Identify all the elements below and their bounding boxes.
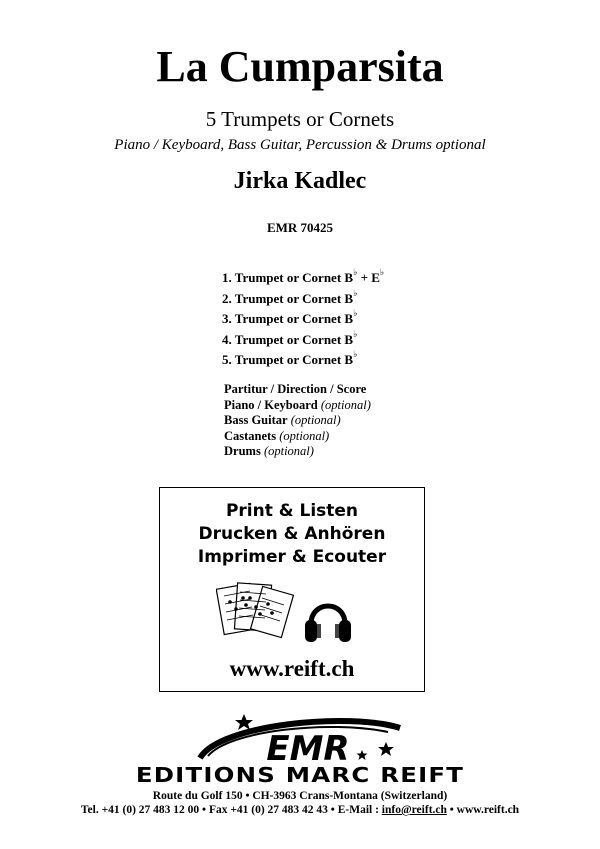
sheet-music-icon <box>216 580 296 642</box>
email-link[interactable]: info@reift.ch <box>381 804 447 816</box>
website-link[interactable]: www.reift.ch <box>229 656 355 681</box>
parts-list <box>222 262 384 365</box>
publisher-address: Route du Golf 150 • CH-3963 Crans-Montana (Switzerland) <box>152 790 448 802</box>
part-item: 3. Trumpet or Cornet B♭ <box>222 308 358 326</box>
promo-line-english: Print & Listen <box>225 501 359 521</box>
publisher-contact <box>0 803 600 817</box>
headphones-icon <box>303 592 353 648</box>
score-item: Piano / Keyboard (optional) <box>224 397 371 412</box>
catalog-number: EMR 70425 <box>266 220 334 235</box>
part-item: 1. Trumpet or Cornet B♭ + E♭ <box>222 267 385 285</box>
score-list <box>224 382 371 460</box>
promo-line-german: Drucken & Anhören <box>198 524 386 544</box>
part-item: 2. Trumpet or Cornet B♭ <box>222 287 358 306</box>
composer-name: Jirka Kadlec <box>233 168 367 194</box>
score-item: Castanets (optional) <box>224 428 330 443</box>
page-title: La Cumparsita <box>156 42 444 91</box>
part-item: 5. Trumpet or Cornet B♭ <box>222 349 358 367</box>
score-item: Bass Guitar (optional) <box>224 413 341 427</box>
instrumentation-note: Piano / Keyboard, Bass Guitar, Percussion & Drums optional <box>114 137 486 153</box>
subtitle: 5 Trumpets or Cornets <box>205 107 395 131</box>
contact-website: • www.reift.ch <box>446 804 520 816</box>
score-item: Drums (optional) <box>224 444 314 458</box>
score-item: Partitur / Direction / Score <box>224 382 367 396</box>
emr-logo-mark: EMR <box>266 729 350 769</box>
promo-line-french: Imprimer & Ecouter <box>197 547 387 567</box>
contact-phone-fax: Tel. +41 (0) 27 483 12 00 • Fax +41 (0) 27 483 42 43 • E-Mail : <box>80 804 382 816</box>
publisher-name: EDITIONS MARC REIFT <box>135 763 465 787</box>
print-listen-box <box>159 487 425 692</box>
part-item: 4. Trumpet or Cornet B♭ <box>222 328 358 347</box>
